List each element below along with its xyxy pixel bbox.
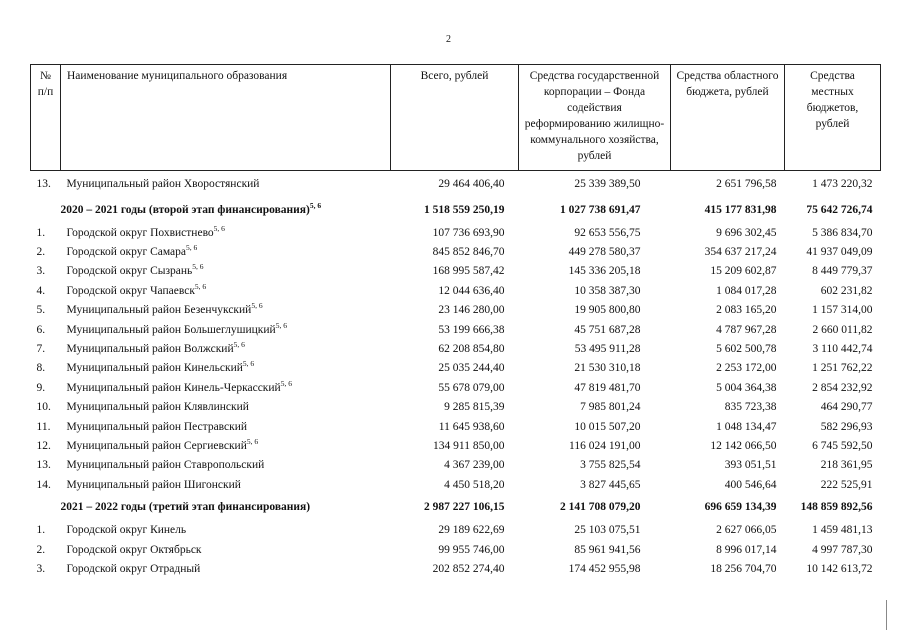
municipality-name [61, 197, 391, 223]
table-row [31, 378, 881, 397]
amount-fund: 19 905 800,80 [574, 304, 641, 317]
table-row [31, 520, 881, 539]
header-oblast-budget: Средства областного бюджета, рублей [671, 65, 785, 171]
amount-oblast-budget: 400 546,64 [724, 478, 777, 491]
municipality-name [61, 359, 391, 378]
amount-local-budget: 10 142 613,72 [806, 562, 873, 575]
footnote-ref: 5, 6 [233, 340, 245, 350]
amount-local-budget: 6 745 592,50 [812, 439, 873, 452]
row-number: 4. [36, 284, 46, 297]
amount-oblast-budget: 354 637 217,24 [704, 246, 777, 259]
row-number: 2. [36, 246, 46, 259]
footnote-ref: 5, 6 [186, 243, 198, 253]
footnote-ref: 5, 6 [309, 201, 322, 210]
amount-total: 23 146 280,00 [438, 304, 505, 317]
row-number: 8. [36, 362, 46, 375]
table-row [31, 171, 881, 198]
amount-oblast-budget: 15 209 602,87 [710, 265, 777, 278]
amount-fund: 174 452 955,98 [568, 562, 641, 575]
amount-total: 12 044 636,40 [438, 284, 505, 297]
amount-total: 845 852 846,70 [432, 246, 505, 259]
amount-oblast-budget: 393 051,51 [724, 459, 777, 472]
municipality-name [61, 417, 391, 436]
header-local-budget: Средства местных бюджетов, рублей [785, 65, 881, 171]
row-number: 13. [36, 459, 51, 472]
section-row [31, 197, 881, 223]
municipality-name-text: Муниципальный район Хворостянский [66, 178, 260, 190]
amount-local-budget: 1 251 762,22 [812, 362, 873, 375]
section-row [31, 494, 881, 520]
municipality-name [61, 301, 391, 320]
footnote-ref: 5, 6 [280, 378, 292, 388]
row-number: 6. [36, 323, 46, 336]
amount-total: 9 285 815,39 [444, 401, 505, 414]
table-header [31, 65, 881, 171]
table-row [31, 262, 881, 281]
municipality-name [61, 559, 391, 578]
amount-oblast-budget: 2 083 165,20 [716, 304, 777, 317]
amount-total: 25 035 244,40 [438, 362, 505, 375]
amount-fund: 53 495 911,28 [574, 343, 641, 356]
amount-local-budget: 1 459 481,13 [812, 524, 873, 537]
municipality-name-text: Муниципальный район Ставропольский [66, 459, 265, 472]
amount-total: 107 736 693,90 [432, 226, 505, 239]
row-number: 9. [36, 381, 46, 394]
header-municipality: Наименование муниципального образования [61, 65, 391, 171]
table-row [31, 559, 881, 578]
table-row [31, 436, 881, 455]
municipality-name [61, 520, 391, 539]
table-row [31, 242, 881, 261]
amount-total: 29 464 406,40 [438, 178, 505, 190]
amount-oblast-budget: 2 253 172,00 [716, 362, 777, 375]
table-row [31, 359, 881, 378]
municipality-name [61, 494, 391, 520]
page-number: 2 [446, 34, 451, 45]
amount-oblast-budget: 1 084 017,28 [716, 284, 777, 297]
amount-total: 11 645 938,60 [438, 420, 505, 433]
amount-local-budget: 2 854 232,92 [812, 381, 873, 394]
amount-total: 202 852 274,40 [432, 562, 505, 575]
header-fund: Средства государственной корпорации – Фонда содействия реформированию жилищно-коммунального хозяйства, рублей [519, 65, 671, 171]
municipality-name [61, 398, 391, 417]
amount-oblast-budget: 9 696 302,45 [716, 226, 777, 239]
municipality-name-text: Муниципальный район Пестравский [66, 420, 248, 433]
amount-local-budget: 602 231,82 [820, 284, 873, 297]
municipality-name [61, 475, 391, 494]
amount-fund: 1 027 738 691,47 [560, 204, 641, 216]
amount-oblast-budget: 415 177 831,98 [704, 204, 777, 216]
municipality-name-text: Городской округ Кинель [66, 524, 187, 537]
municipality-name [61, 242, 391, 261]
amount-total: 134 911 850,00 [433, 439, 505, 452]
footnote-ref: 5, 6 [275, 320, 287, 330]
municipality-name-text: Городской округ Самара [66, 246, 187, 259]
amount-local-budget: 75 642 726,74 [806, 204, 873, 216]
municipality-name-text: Городской округ Похвистнево [66, 226, 214, 239]
amount-local-budget: 218 361,95 [820, 459, 873, 472]
amount-fund: 449 278 580,37 [568, 246, 641, 259]
amount-local-budget: 464 290,77 [820, 401, 873, 414]
amount-oblast-budget: 5 004 364,38 [716, 381, 777, 394]
amount-local-budget: 3 110 442,74 [812, 343, 873, 356]
municipality-name [61, 540, 391, 559]
table-row [31, 417, 881, 436]
amount-fund: 7 985 801,24 [580, 401, 641, 414]
municipality-name-text: Городской округ Чапаевск [66, 284, 195, 297]
table-row [31, 281, 881, 300]
row-number: 3. [36, 265, 46, 278]
amount-local-budget: 8 449 779,37 [812, 265, 873, 278]
table-row [31, 456, 881, 475]
footnote-ref: 5, 6 [242, 359, 255, 369]
municipality-name [61, 339, 391, 358]
municipality-name-text: Муниципальный район Волжский [66, 343, 234, 356]
amount-fund: 145 336 205,18 [568, 265, 641, 278]
municipality-name-text: Городской округ Октябрьск [66, 543, 202, 556]
row-number: 2. [36, 543, 46, 556]
municipality-name-text: Муниципальный район Безенчукский [66, 304, 252, 317]
row-number: 14. [36, 478, 51, 491]
amount-total: 62 208 854,80 [438, 343, 505, 356]
amount-fund: 45 751 687,28 [574, 323, 641, 336]
amount-local-budget: 582 296,93 [820, 420, 873, 433]
row-number: 13. [36, 178, 51, 190]
municipality-name [61, 171, 391, 198]
amount-oblast-budget: 5 602 500,78 [716, 343, 777, 356]
amount-oblast-budget: 18 256 704,70 [710, 562, 777, 575]
amount-total: 55 678 079,00 [438, 381, 505, 394]
row-number: 1. [36, 524, 46, 537]
amount-local-budget: 1 473 220,32 [812, 178, 873, 190]
table-row [31, 301, 881, 320]
amount-oblast-budget: 8 996 017,14 [716, 543, 777, 556]
footnote-ref: 5, 6 [213, 223, 225, 233]
amount-oblast-budget: 835 723,38 [724, 401, 777, 414]
municipality-name [61, 378, 391, 397]
amount-total: 2 987 227 106,15 [424, 501, 505, 514]
municipality-name [61, 436, 391, 455]
table-row [31, 339, 881, 358]
amount-fund: 10 015 507,20 [574, 420, 641, 433]
row-number [31, 494, 61, 520]
amount-local-budget: 148 859 892,56 [800, 501, 873, 514]
municipality-name-text: Городской округ Сызрань [66, 265, 193, 278]
municipality-name-text: Муниципальный район Большеглушицкий [66, 323, 276, 336]
amount-local-budget: 2 660 011,82 [812, 323, 873, 336]
row-number: 11. [36, 420, 51, 433]
funding-table [30, 64, 881, 579]
row-number: 3. [36, 562, 46, 575]
amount-fund: 3 827 445,65 [580, 478, 641, 491]
footnote-ref: 5, 6 [192, 262, 204, 272]
table-row [31, 475, 881, 494]
municipality-name [61, 281, 391, 300]
amount-total: 1 518 559 250,19 [424, 204, 505, 216]
amount-total: 168 995 587,42 [432, 265, 505, 278]
municipality-name-text: Муниципальный район Клявлинский [66, 401, 249, 414]
footnote-ref: 5, 6 [251, 301, 263, 311]
amount-local-budget: 4 997 787,30 [812, 543, 873, 556]
amount-total: 4 367 239,00 [444, 459, 505, 472]
amount-total: 4 450 518,20 [444, 478, 505, 491]
amount-fund: 85 961 941,56 [574, 543, 641, 556]
amount-fund: 21 530 310,18 [574, 362, 641, 375]
municipality-name-text: 2020 – 2021 годы (второй этап финансирования) [60, 204, 310, 216]
amount-oblast-budget: 696 659 134,39 [704, 501, 777, 514]
row-number: 7. [36, 343, 46, 356]
amount-oblast-budget: 2 651 796,58 [716, 178, 777, 190]
table-row [31, 540, 881, 559]
municipality-name [61, 223, 391, 242]
row-number: 1. [36, 226, 46, 239]
footnote-ref: 5, 6 [194, 281, 207, 291]
amount-fund: 47 819 481,70 [574, 381, 641, 394]
edge-line [886, 600, 887, 630]
municipality-name-text: Муниципальный район Шигонский [66, 478, 241, 491]
amount-fund: 10 358 387,30 [574, 284, 641, 297]
header-total: Всего, рублей [391, 65, 519, 171]
row-number: 12. [36, 439, 51, 452]
amount-oblast-budget: 2 627 066,05 [716, 524, 777, 537]
amount-fund: 2 141 708 079,20 [560, 501, 641, 514]
amount-oblast-budget: 4 787 967,28 [716, 323, 777, 336]
header-number: № п/п [31, 65, 61, 171]
table-row [31, 398, 881, 417]
amount-fund: 25 339 389,50 [574, 178, 641, 190]
table-row [31, 320, 881, 339]
row-number: 10. [36, 401, 51, 414]
amount-total: 29 189 622,69 [438, 524, 505, 537]
table-body [31, 171, 881, 579]
amount-local-budget: 5 386 834,70 [812, 226, 873, 239]
amount-local-budget: 41 937 049,09 [806, 246, 873, 259]
amount-fund: 116 024 191,00 [569, 439, 641, 452]
municipality-name-text: Муниципальный район Сергиевский [66, 439, 247, 452]
municipality-name [61, 320, 391, 339]
municipality-name [61, 456, 391, 475]
table-row [31, 223, 881, 242]
municipality-name [61, 262, 391, 281]
amount-oblast-budget: 12 142 066,50 [710, 439, 777, 452]
amount-total: 99 955 746,00 [438, 543, 505, 556]
row-number: 5. [36, 304, 46, 317]
amount-local-budget: 1 157 314,00 [812, 304, 873, 317]
municipality-name-text: 2021 – 2022 годы (третий этап финансирования) [60, 501, 311, 514]
amount-fund: 3 755 825,54 [580, 459, 641, 472]
municipality-name-text: Муниципальный район Кинельский [66, 362, 243, 375]
municipality-name-text: Городской округ Отрадный [66, 562, 201, 575]
amount-oblast-budget: 1 048 134,47 [716, 420, 777, 433]
footnote-ref: 5, 6 [246, 436, 259, 446]
amount-local-budget: 222 525,91 [820, 478, 873, 491]
amount-fund: 25 103 075,51 [574, 524, 641, 537]
amount-total: 53 199 666,38 [438, 323, 505, 336]
municipality-name-text: Муниципальный район Кинель-Черкасский [66, 381, 281, 394]
row-number [31, 197, 61, 223]
amount-fund: 92 653 556,75 [574, 226, 641, 239]
